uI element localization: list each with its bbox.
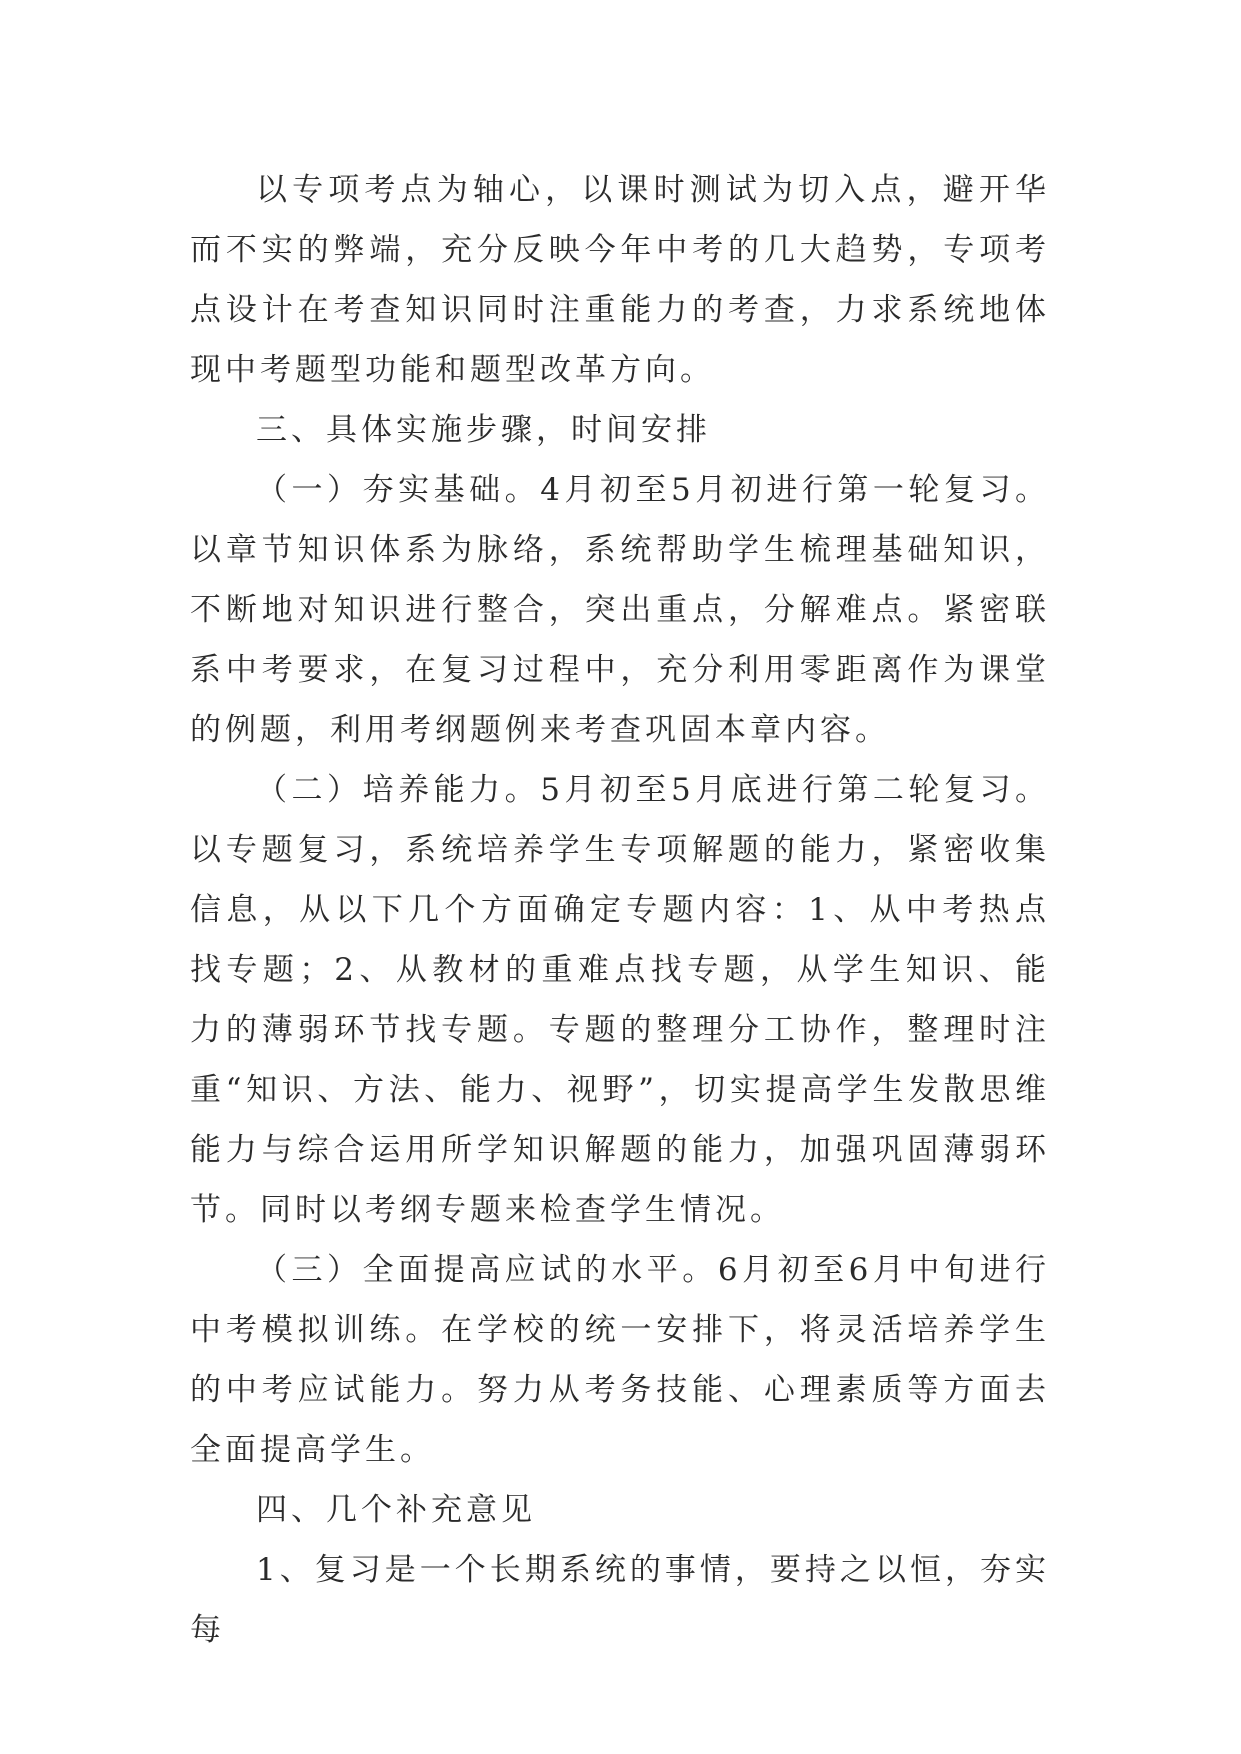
heading-implementation-steps: 三、具体实施步骤，时间安排 (256, 412, 711, 448)
heading-supplementary-opinions: 四、几个补充意见 (256, 1492, 536, 1528)
paragraph-step-three: （三）全面提高应试的水平。6月初至6月中旬进行中考模拟训练。在学校的统一安排下，将灵活培养学生的中考应试能力。努力从考务技能、心理素质等方面去全面提高学生。 (190, 1252, 1050, 1468)
document-body (190, 160, 1050, 1660)
paragraph-opinion-one: 1、复习是一个长期系统的事情，要持之以恒，夯实每 (190, 1552, 1050, 1648)
paragraph-review-design: 以专项考点为轴心，以课时测试为切入点，避开华而不实的弊端，充分反映今年中考的几大趋势，专项考点设计在考查知识同时注重能力的考查，力求系统地体现中考题型功能和题型改革方向。 (190, 172, 1050, 388)
paragraph-step-two: （二）培养能力。5月初至5月底进行第二轮复习。以专题复习，系统培养学生专项解题的能力，紧密收集信息，从以下几个方面确定专题内容：1、从中考热点找专题；2、从教材的重难点找专题，从学生知识、能力的薄弱环节找专题。专题的整理分工协作，整理时注重“知识、方法、能力、视野”，切实提高学生发散思维能力与综合运用所学知识解题的能力，加强巩固薄弱环节。同时以考纲专题来检查学生情况。 (190, 772, 1050, 1228)
paragraph-step-one: （一）夯实基础。4月初至5月初进行第一轮复习。以章节知识体系为脉络，系统帮助学生梳理基础知识，不断地对知识进行整合，突出重点，分解难点。紧密联系中考要求，在复习过程中，充分利用零距离作为课堂的例题，利用考纲题例来考查巩固本章内容。 (190, 472, 1050, 748)
